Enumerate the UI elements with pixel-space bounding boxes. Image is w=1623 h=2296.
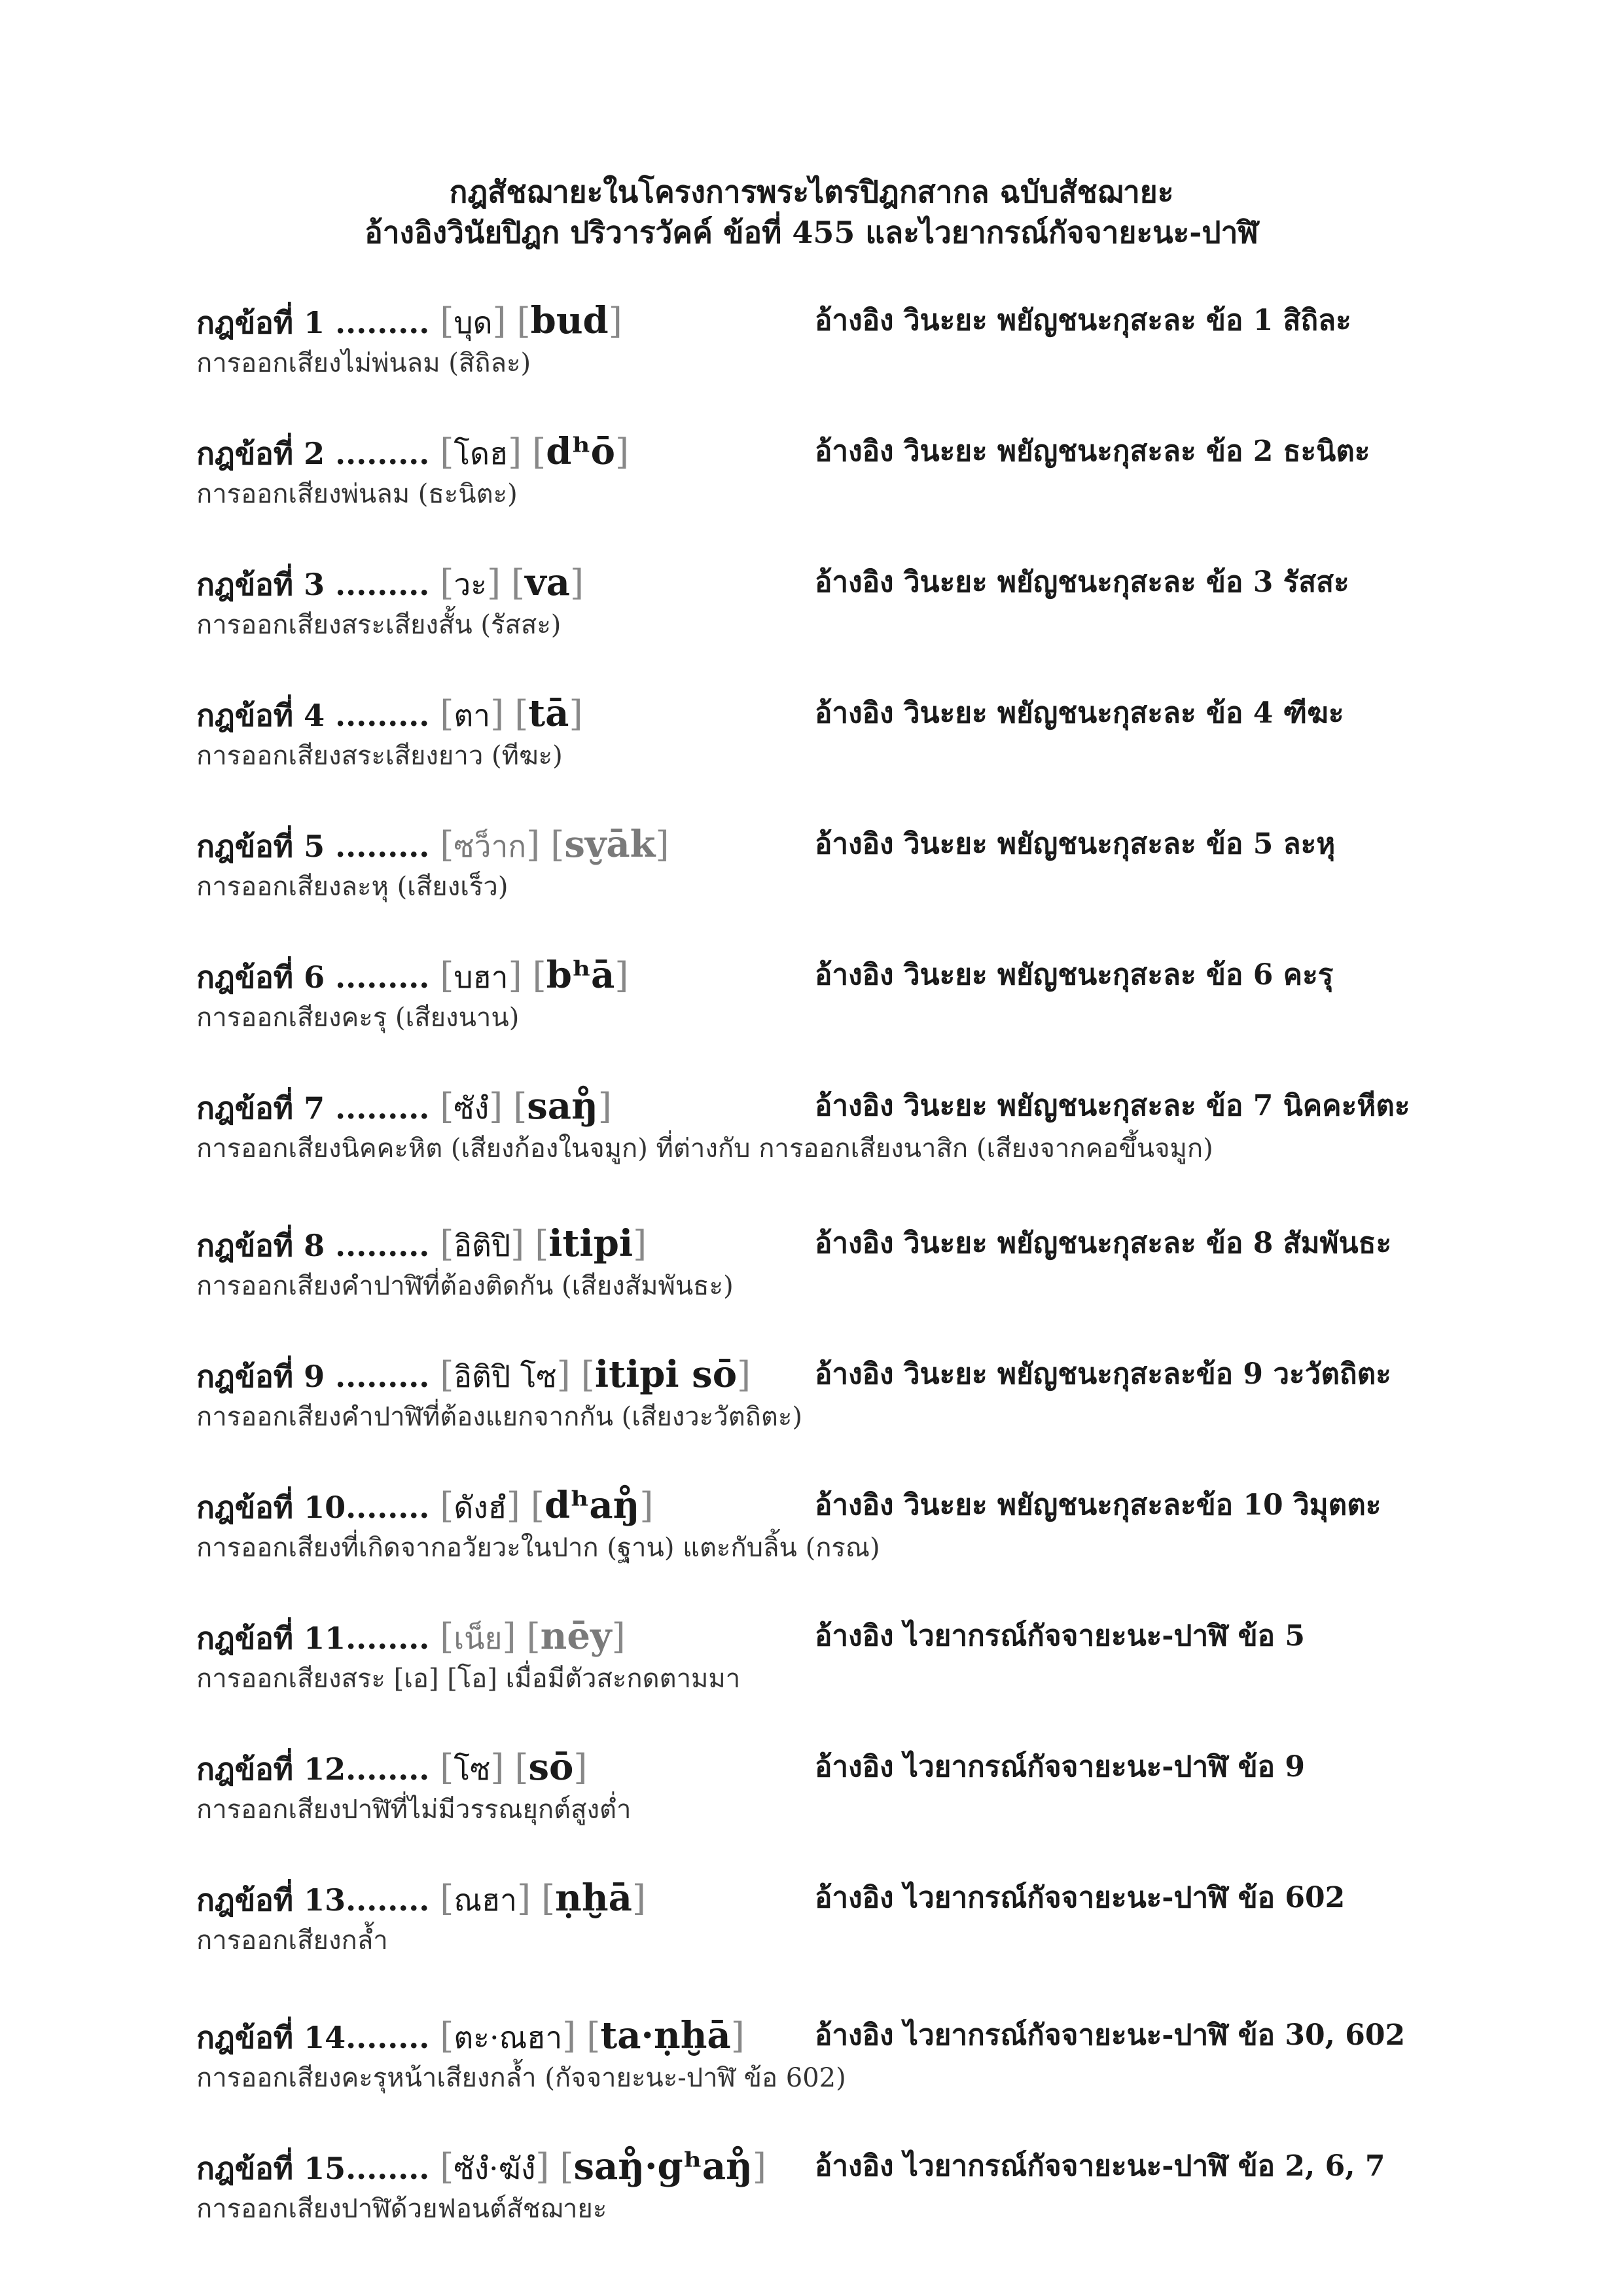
rule-description: การออกเสียงคะรุ (เสียงนาน) (196, 1003, 520, 1033)
rule-reference: อ้างอิง ไวยากรณ์กัจจายะนะ-ปาฬิ ข้อ 30, 602 (815, 2018, 1406, 2052)
rule-description: การออกเสียงไม่พ่นลม (สิถิละ) (196, 348, 531, 378)
roman-pronunciation: itipi sō (594, 1353, 738, 1396)
rule-item (196, 1744, 1479, 1828)
rule-reference: อ้างอิง ไวยากรณ์กัจจายะนะ-ปาฬิ ข้อ 9 (815, 1750, 1306, 1784)
rule-header (196, 821, 1479, 867)
thai-pronunciation: โดฮ (454, 436, 508, 471)
bracket-close: ] (526, 824, 541, 865)
bracket-open: [ (440, 300, 454, 342)
roman-pronunciation: bʰā (546, 954, 615, 997)
bracket-close: ] (569, 693, 583, 734)
rule-header (196, 1744, 1479, 1790)
bracket-close: ] (615, 431, 630, 473)
bracket-close: ] (489, 1086, 503, 1127)
rule-description: การออกเสียงคำปาฬิที่ต้องติดกัน (เสียงสัมพันธะ) (196, 1271, 734, 1301)
bracket-open: [ (440, 1223, 454, 1265)
rule-label (196, 691, 583, 738)
thai-pronunciation: ตา (454, 698, 491, 733)
bracket-open: [ (440, 1616, 454, 1657)
rule-description: การออกเสียงคะรุหน้าเสียงกล้ำ (กัจจายะนะ-ปาฬิ ข้อ 602) (196, 2063, 846, 2093)
roman-pronunciation: ṇḫā (555, 1876, 632, 1920)
document-title (0, 171, 1623, 253)
thai-pronunciation: บฮา (454, 960, 508, 995)
thai-pronunciation: โซ (454, 1751, 491, 1787)
rule-number: กฎข้อที่ 4 ......... (196, 698, 430, 733)
bracket-open: [ (530, 1485, 544, 1526)
rule-number: กฎข้อที่ 6 ......... (196, 960, 430, 995)
bracket-close: ] (569, 562, 584, 603)
bracket-close: ] (492, 300, 507, 342)
rule-header (196, 2013, 1479, 2058)
rule-reference: อ้างอิง วินะยะ พยัญชนะกุสะละ ข้อ 2 ธะนิตะ (815, 435, 1370, 468)
roman-pronunciation: nēy (540, 1615, 612, 1658)
rule-item (196, 2144, 1479, 2227)
roman-pronunciation: ta·ṇḫā (600, 2014, 731, 2057)
bracket-open: [ (580, 1354, 595, 1395)
bracket-open: [ (440, 562, 454, 603)
bracket-open: [ (440, 1354, 454, 1395)
bracket-close: ] (639, 1485, 654, 1526)
bracket-close: ] (573, 1747, 588, 1788)
rule-description: การออกเสียงปาฬิด้วยฟอนต์สัชฌายะ (196, 2194, 607, 2224)
bracket-close: ] (502, 1616, 516, 1657)
rule-item (196, 952, 1479, 1036)
rule-item (196, 691, 1479, 774)
bracket-close: ] (562, 2015, 577, 2056)
bracket-close: ] (611, 1616, 626, 1657)
rule-item (196, 560, 1479, 643)
rule-reference: อ้างอิง วินะยะ พยัญชนะกุสะละข้อ 9 วะวัตถิตะ (815, 1357, 1391, 1391)
bracket-open: [ (550, 824, 565, 865)
rule-header (196, 1875, 1479, 1921)
rule-description: การออกเสียงสระ [เอ] [โอ] เมื่อมีตัวสะกดตามมา (196, 1664, 741, 1694)
rule-item (196, 298, 1479, 382)
rule-description: การออกเสียงที่เกิดจากอวัยวะในปาก (ฐาน) แตะกับลิ้น (กรณ) (196, 1533, 880, 1563)
rule-header (196, 298, 1479, 344)
rule-item (196, 1352, 1479, 1435)
rule-item (196, 1083, 1479, 1167)
bracket-open: [ (513, 1086, 527, 1127)
bracket-close: ] (508, 955, 522, 996)
rule-label (196, 1875, 646, 1923)
rule-label (196, 1744, 587, 1792)
rule-label (196, 1083, 612, 1131)
thai-pronunciation: อิติปิ โซ (454, 1359, 557, 1394)
rule-number: กฎข้อที่ 9 ......... (196, 1359, 430, 1394)
rule-header (196, 1083, 1479, 1129)
rule-number: กฎข้อที่ 13........ (196, 1882, 430, 1918)
rule-label (196, 1352, 751, 1399)
rule-label (196, 1221, 647, 1268)
rule-header (196, 429, 1479, 475)
bracket-open: [ (532, 431, 546, 473)
rule-reference: อ้างอิง วินะยะ พยัญชนะกุสะละข้อ 10 วิมุตตะ (815, 1488, 1382, 1522)
rule-header (196, 952, 1479, 998)
rule-reference: อ้างอิง วินะยะ พยัญชนะกุสะละ ข้อ 1 สิถิละ (815, 304, 1351, 337)
title-line-2: อ้างอิงวินัยปิฎก ปริวารวัคค์ ข้อที่ 455 และไวยากรณ์กัจจายะนะ-ปาฬิ (365, 215, 1258, 250)
rule-number: กฎข้อที่ 15........ (196, 2151, 430, 2186)
bracket-open: [ (516, 300, 531, 342)
rule-number: กฎข้อที่ 5 ......... (196, 829, 430, 864)
roman-pronunciation: dʰō (546, 430, 615, 473)
bracket-close: ] (752, 2146, 766, 2187)
rule-number: กฎข้อที่ 10........ (196, 1490, 430, 1525)
rule-number: กฎข้อที่ 1 ......... (196, 305, 430, 340)
rule-label (196, 429, 629, 476)
bracket-close: ] (516, 1878, 531, 1919)
roman-pronunciation: dʰaŋ̊ (544, 1484, 640, 1527)
bracket-open: [ (440, 955, 454, 996)
rule-number: กฎข้อที่ 11........ (196, 1621, 430, 1656)
rule-reference: อ้างอิง วินะยะ พยัญชนะกุสะละ ข้อ 7 นิคคะหีตะ (815, 1089, 1410, 1122)
roman-pronunciation: itipi (548, 1222, 633, 1265)
rule-label (196, 1613, 626, 1661)
bracket-close: ] (510, 1223, 525, 1265)
bracket-open: [ (440, 1747, 454, 1788)
bracket-open: [ (526, 1616, 541, 1657)
rule-label (196, 821, 669, 869)
thai-pronunciation: ซังํ (454, 1090, 490, 1126)
bracket-close: ] (486, 562, 501, 603)
rule-header (196, 560, 1479, 605)
rule-reference: อ้างอิง วินะยะ พยัญชนะกุสะละ ข้อ 6 คะรุ (815, 958, 1334, 992)
bracket-open: [ (514, 693, 529, 734)
bracket-open: [ (532, 955, 546, 996)
rule-item (196, 821, 1479, 905)
rule-label (196, 2144, 766, 2191)
rule-header (196, 2144, 1479, 2189)
rule-description: การออกเสียงพ่นลม (ธะนิตะ) (196, 479, 518, 509)
rule-header (196, 1482, 1479, 1528)
bracket-close: ] (535, 2146, 550, 2187)
bracket-open: [ (535, 1223, 549, 1265)
bracket-open: [ (440, 693, 454, 734)
bracket-close: ] (730, 2015, 745, 2056)
bracket-close: ] (633, 1223, 647, 1265)
thai-pronunciation: วะ (454, 567, 487, 602)
thai-pronunciation: ตะ·ณฮา (454, 2020, 563, 2055)
rule-number: กฎข้อที่ 2 ......... (196, 436, 430, 471)
rule-description: การออกเสียงสระเสียงสั้น (รัสสะ) (196, 610, 562, 640)
thai-pronunciation: บุด (454, 305, 493, 340)
bracket-open: [ (560, 2146, 574, 2187)
rule-label (196, 2013, 745, 2060)
roman-pronunciation: tā (528, 692, 569, 735)
rule-description: การออกเสียงละหุ (เสียงเร็ว) (196, 872, 508, 902)
rule-number: กฎข้อที่ 7 ......... (196, 1090, 430, 1126)
rule-reference: อ้างอิง ไวยากรณ์กัจจายะนะ-ปาฬิ ข้อ 5 (815, 1619, 1306, 1653)
rule-number: กฎข้อที่ 14........ (196, 2020, 430, 2055)
rule-description: การออกเสียงปาฬิที่ไม่มีวรรณยุกต์สูงต่ำ (196, 1795, 632, 1825)
thai-pronunciation: ซังํ·ฆังํ (454, 2151, 536, 2186)
bracket-open: [ (440, 1878, 454, 1919)
rule-description: การออกเสียงคำปาฬิที่ต้องแยกจากกัน (เสียงวะวัตถิตะ) (196, 1402, 802, 1432)
rule-item (196, 429, 1479, 512)
bracket-close: ] (655, 824, 669, 865)
bracket-close: ] (615, 955, 629, 996)
title-line-1: กฎสัชฌายะในโครงการพระไตรปิฎกสากล ฉบับสัชฌายะ (449, 174, 1174, 209)
bracket-close: ] (506, 1485, 520, 1526)
rule-header (196, 1613, 1479, 1659)
rule-header (196, 1221, 1479, 1266)
bracket-open: [ (586, 2015, 601, 2056)
bracket-close: ] (608, 300, 622, 342)
bracket-close: ] (632, 1878, 646, 1919)
bracket-close: ] (556, 1354, 571, 1395)
rule-header (196, 1352, 1479, 1397)
bracket-open: [ (440, 1485, 454, 1526)
thai-pronunciation: ซว็าก (454, 829, 527, 864)
roman-pronunciation: va (525, 561, 570, 604)
rule-reference: อ้างอิง วินะยะ พยัญชนะกุสะละ ข้อ 5 ละหุ (815, 827, 1336, 861)
bracket-close: ] (508, 431, 522, 473)
rule-item (196, 1221, 1479, 1304)
rule-reference: อ้างอิง ไวยากรณ์กัจจายะนะ-ปาฬิ ข้อ 602 (815, 1881, 1346, 1914)
thai-pronunciation: ดังฮํ (454, 1490, 507, 1525)
rule-reference: อ้างอิง วินะยะ พยัญชนะกุสะละ ข้อ 8 สัมพันธะ (815, 1227, 1392, 1260)
rule-item (196, 2013, 1479, 2096)
roman-pronunciation: sv̮āk (564, 823, 656, 866)
rule-item (196, 1875, 1479, 1959)
rule-label (196, 952, 628, 1000)
roman-pronunciation: saŋ̊·gʰaŋ̊ (573, 2145, 753, 2188)
rule-label (196, 298, 622, 346)
rule-reference: อ้างอิง วินะยะ พยัญชนะกุสะละ ข้อ 4 ฑีฆะ (815, 696, 1344, 730)
rule-item (196, 1482, 1479, 1566)
rule-description: การออกเสียงกล้ำ (196, 1926, 388, 1956)
bracket-close: ] (490, 1747, 505, 1788)
bracket-open: [ (511, 562, 526, 603)
thai-pronunciation: ณฮา (454, 1882, 517, 1918)
rule-reference: อ้างอิง ไวยากรณ์กัจจายะนะ-ปาฬิ ข้อ 2, 6, 7 (815, 2149, 1385, 2183)
bracket-open: [ (514, 1747, 529, 1788)
rule-label (196, 560, 584, 607)
bracket-close: ] (490, 693, 505, 734)
rule-header (196, 691, 1479, 736)
bracket-open: [ (440, 2146, 454, 2187)
bracket-close: ] (737, 1354, 751, 1395)
roman-pronunciation: bud (530, 299, 609, 342)
bracket-open: [ (440, 824, 454, 865)
rule-number: กฎข้อที่ 12........ (196, 1751, 430, 1787)
rule-number: กฎข้อที่ 8 ......... (196, 1228, 430, 1263)
bracket-close: ] (597, 1086, 612, 1127)
thai-pronunciation: อิติปิ (454, 1228, 511, 1263)
thai-pronunciation: เน็ย (454, 1621, 503, 1656)
rule-number: กฎข้อที่ 3 ......... (196, 567, 430, 602)
roman-pronunciation: sō (528, 1746, 574, 1789)
roman-pronunciation: saŋ̊ (527, 1085, 598, 1128)
rule-description: การออกเสียงสระเสียงยาว (ทีฆะ) (196, 741, 563, 771)
bracket-open: [ (440, 431, 454, 473)
rule-item (196, 1613, 1479, 1697)
rule-reference: อ้างอิง วินะยะ พยัญชนะกุสะละ ข้อ 3 รัสสะ (815, 565, 1349, 599)
rule-label (196, 1482, 653, 1530)
rule-description: การออกเสียงนิคคะหิต (เสียงก้องในจมูก) ที่ต่างกับ การออกเสียงนาสิก (เสียงจากคอขึ้นจมูก) (196, 1134, 1213, 1164)
bracket-open: [ (541, 1878, 556, 1919)
bracket-open: [ (440, 2015, 454, 2056)
bracket-open: [ (440, 1086, 454, 1127)
